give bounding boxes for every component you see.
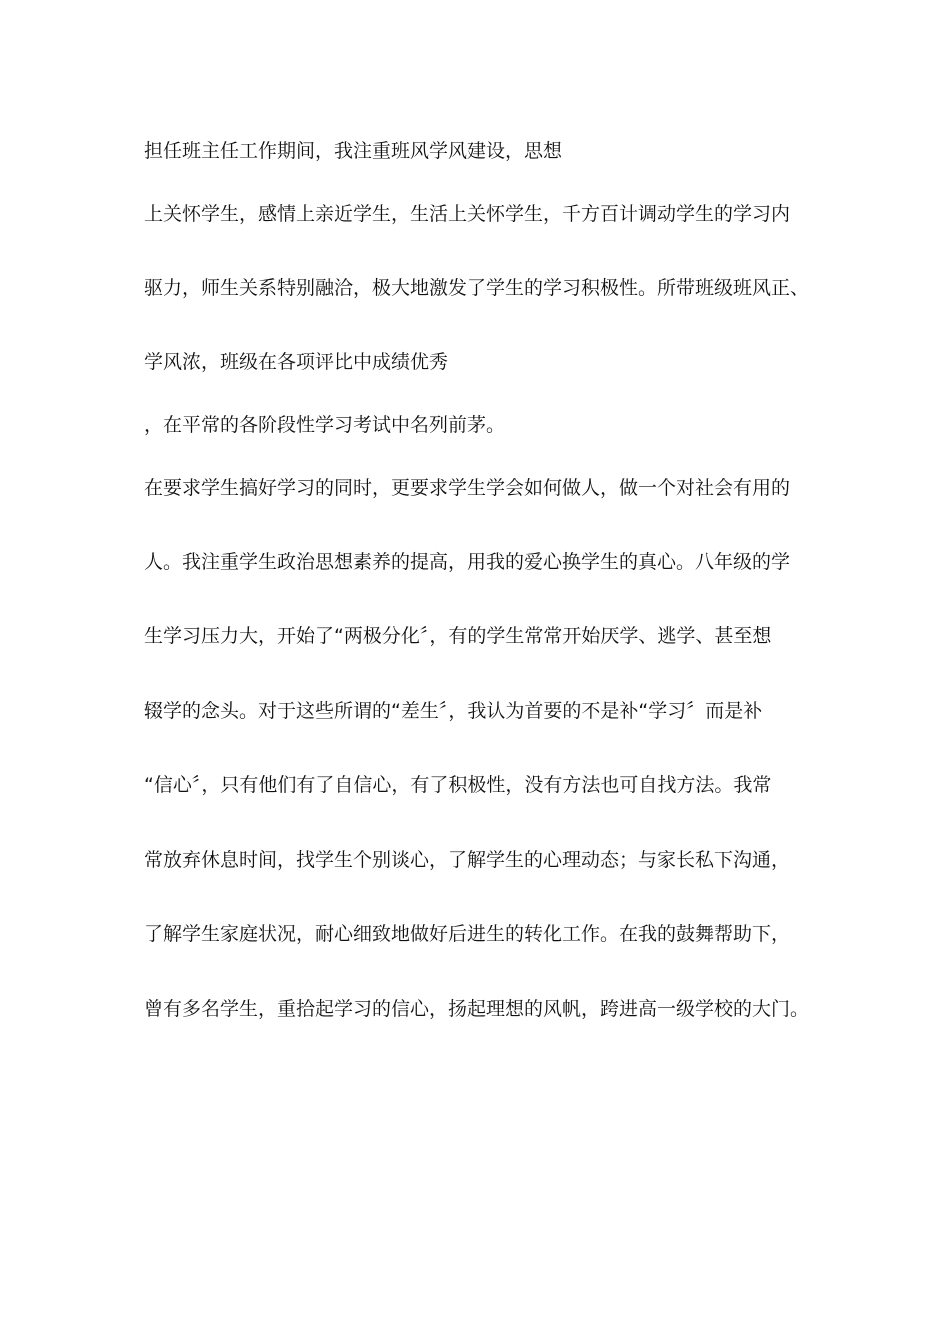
paragraph-2-line-6: 常放弃休息时间，找学生个别谈心，了解学生的心理动态；与家长私下沟通， <box>144 849 791 871</box>
paragraph-2-line-2: 人。我注重学生政治思想素养的提高，用我的爱心换学生的真心。八年级的学 <box>144 551 791 573</box>
paragraph-1-line-1: 担任班主任工作期间，我注重班风学风建设，思想 <box>144 140 563 162</box>
paragraph-1-line-4: 学风浓，班级在各项评比中成绩优秀 <box>144 351 449 373</box>
paragraph-2-line-7: 了解学生家庭状况，耐心细致地做好后进生的转化工作。在我的鼓舞帮助下， <box>144 923 791 945</box>
paragraph-2-line-5: “信心〞，只有他们有了自信心，有了积极性，没有方法也可自找方法。我常 <box>144 774 772 796</box>
paragraph-2-line-3: 生学习压力大，开始了“两极分化〞，有的学生常常开始厌学、逃学、甚至想 <box>144 625 772 647</box>
paragraph-2-line-1: 在要求学生搞好学习的同时，更要求学生学会如何做人，做一个对社会有用的 <box>144 477 791 499</box>
paragraph-2-line-8: 曾有多名学生，重拾起学习的信心，扬起理想的风帆，跨进高一级学校的大门。 <box>144 998 810 1020</box>
paragraph-1-line-3: 驱力，师生关系特别融洽，极大地激发了学生的学习积极性。所带班级班风正、 <box>144 277 810 299</box>
paragraph-1-line-5: ，在平常的各阶段性学习考试中名列前茅。 <box>144 414 506 436</box>
paragraph-1-line-2: 上关怀学生，感情上亲近学生，生活上关怀学生，千方百计调动学生的学习内 <box>144 203 791 225</box>
paragraph-2-line-4: 辍学的念头。对于这些所谓的“差生〞，我认为首要的不是补“学习〞而是补 <box>144 700 763 722</box>
